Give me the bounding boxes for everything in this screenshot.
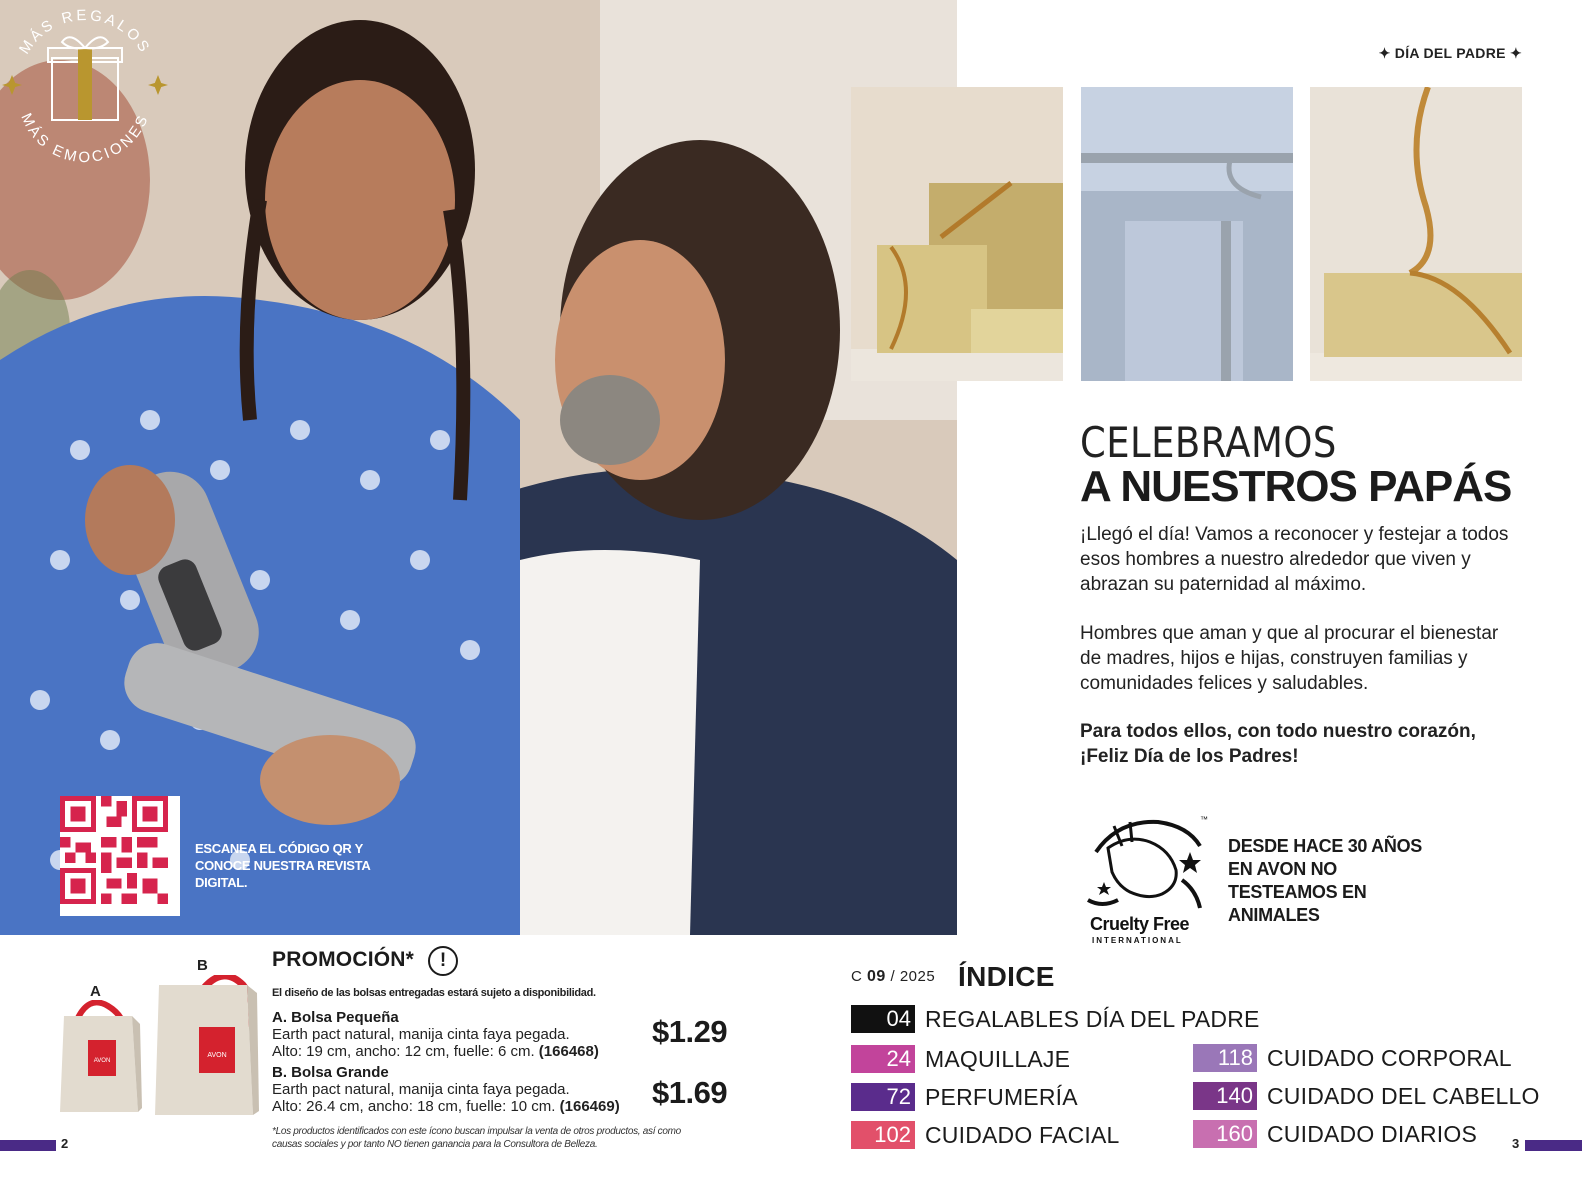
gift-photo-blue [1081, 87, 1293, 381]
product-a-code: (166468) [538, 1043, 599, 1060]
gift-badge [0, 0, 170, 170]
bag-brand-label: AVON [207, 1052, 227, 1059]
campaign-label [851, 968, 935, 986]
index-entry-page: 118 [1193, 1044, 1257, 1072]
bag-brand-label: AVON [93, 1058, 111, 1064]
product-b-price: $1.69 [652, 1075, 728, 1110]
index-entry-label: CUIDADO DIARIOS [1267, 1120, 1478, 1147]
index-entry-label: CUIDADO DEL CABELLO [1267, 1082, 1540, 1109]
index-entry-page: 140 [1193, 1082, 1257, 1110]
index-entry[interactable] [851, 1045, 1070, 1073]
gift-photo-ribbon [1310, 87, 1522, 381]
promotion-note: El diseño de las bolsas entregadas estará sujeto a disponibilidad. [272, 987, 596, 999]
product-b-desc-2 [272, 1098, 672, 1115]
index-entry[interactable] [851, 1083, 1078, 1111]
index-entry[interactable] [1193, 1044, 1512, 1072]
product-a-description [272, 1026, 672, 1060]
headline-light: CELEBRAMOS [1080, 418, 1337, 467]
promotion-disclaimer: *Los productos identificados con este ícono buscan impulsar la venta de otros productos, así como causas sociales y por tanto NO tienen ganancia para la Consultora de Belleza. [272, 1126, 681, 1150]
sparkle-icon [2, 75, 22, 95]
index-entry-label: CUIDADO CORPORAL [1267, 1044, 1512, 1071]
trademark-mark: ™ [1200, 815, 1208, 824]
bag-a-letter: A [90, 983, 101, 1000]
index-entry[interactable] [851, 1005, 1260, 1033]
bag-b-letter: B [197, 957, 208, 974]
product-b-code: (166469) [559, 1098, 620, 1115]
page-bar-left [0, 1140, 56, 1151]
gift-photo-gold [851, 87, 1063, 381]
gift-icon [48, 37, 122, 120]
index-entry-label: REGALABLES DÍA DEL PADRE [925, 1005, 1260, 1032]
page-bar-right [1525, 1140, 1582, 1151]
index-entry-label: CUIDADO FACIAL [925, 1121, 1120, 1148]
intro-paragraph: ¡Llegó el día! Vamos a reconocer y festejar a todos esos hombres a nuestro alrededor que viven y abrazan su paternidad al máximo. [1080, 524, 1509, 595]
index-entry-label: PERFUMERÍA [925, 1083, 1078, 1110]
promotion-title: PROMOCIÓN* [272, 948, 415, 971]
page-number-left: 2 [61, 1136, 69, 1151]
product-a-price: $1.29 [652, 1014, 728, 1049]
campaign-prefix: C [851, 968, 863, 985]
sparkle-icon [148, 75, 168, 95]
cruelty-free-label: Cruelty Free [1090, 914, 1190, 934]
section-tag: ✦ DÍA DEL PADRE ✦ [1378, 45, 1522, 61]
badge-text-bottom: MÁS EMOCIONES [17, 110, 153, 167]
hero-photo [0, 0, 957, 935]
page-number-right: 3 [1512, 1136, 1520, 1151]
bag-large-image [153, 975, 259, 1123]
bag-small-image [58, 1000, 142, 1118]
badge-text-top: MÁS REGALOS [16, 6, 155, 58]
product-a-dimensions: Alto: 19 cm, ancho: 12 cm, fuelle: 6 cm. [272, 1043, 535, 1060]
values-paragraph: Hombres que aman y que al procurar el bienestar de madres, hijos e hijas, construyen familias y comunidades felices y saludables. [1080, 623, 1499, 694]
qr-code-icon [60, 796, 168, 904]
product-b-description [272, 1081, 672, 1115]
index-entry-page: 72 [851, 1083, 915, 1111]
index-entry[interactable] [851, 1121, 1120, 1149]
campaign-year: / 2025 [890, 968, 936, 985]
index-entry-page: 24 [851, 1045, 915, 1073]
exclamation-icon: ! [428, 946, 458, 976]
headline-bold: A NUESTROS PAPÁS [1080, 462, 1512, 511]
index-title: ÍNDICE [958, 961, 1055, 992]
campaign-number: 09 [867, 968, 886, 985]
cruelty-free-sub: INTERNATIONAL [1092, 936, 1183, 945]
index-entry-label: MAQUILLAJE [925, 1045, 1071, 1072]
index-entry[interactable] [1193, 1082, 1540, 1110]
index-entry[interactable] [1193, 1120, 1477, 1148]
index-entry-page: 160 [1193, 1120, 1257, 1148]
index-entry-page: 04 [851, 1005, 915, 1033]
cruelty-free-statement: DESDE HACE 30 AÑOS EN AVON NO TESTEAMOS EN ANIMALES [1228, 836, 1422, 925]
product-a-name: A. Bolsa Pequeña [272, 1009, 399, 1026]
product-a-desc-2 [272, 1043, 672, 1060]
product-a-desc-1: Earth pact natural, manija cinta faya pegada. [272, 1026, 570, 1043]
qr-caption: ESCANEA EL CÓDIGO QR Y CONOCE NUESTRA REVISTA DIGITAL. [195, 841, 370, 890]
product-b-dimensions: Alto: 26.4 cm, ancho: 18 cm, fuelle: 10 cm. [272, 1098, 556, 1115]
product-b-name: B. Bolsa Grande [272, 1064, 389, 1081]
qr-code[interactable] [60, 796, 180, 916]
product-b-desc-1: Earth pact natural, manija cinta faya pegada. [272, 1081, 570, 1098]
closing-paragraph: Para todos ellos, con todo nuestro corazón, ¡Feliz Día de los Padres! [1080, 721, 1476, 767]
index-entry-page: 102 [851, 1121, 915, 1149]
